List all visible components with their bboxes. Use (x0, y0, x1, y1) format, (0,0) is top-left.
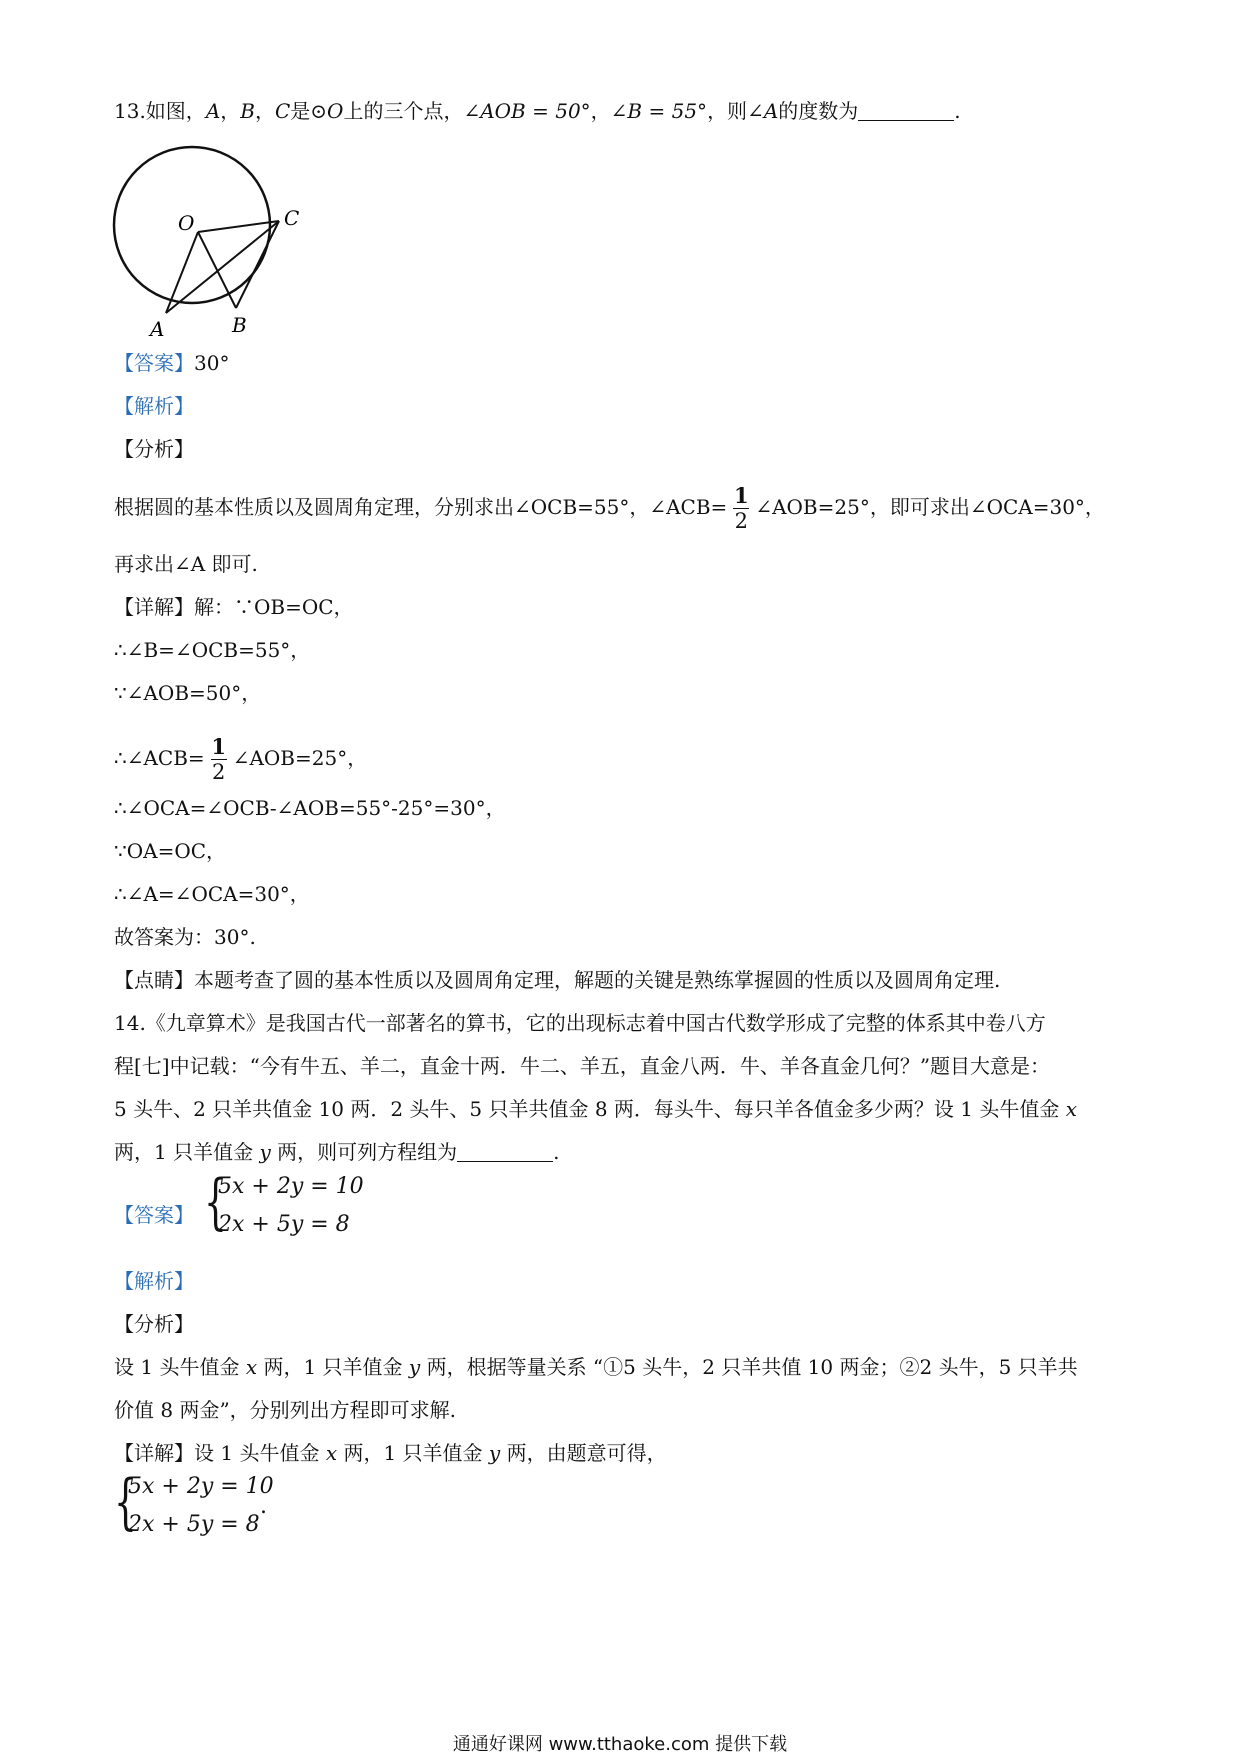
q13-detail-2: ∴∠B=∠OCB=55°， (114, 638, 311, 662)
q13-dianjing: 【点睛】本题考查了圆的基本性质以及圆周角定理，解题的关键是熟练掌握圆的性质以及圆周角定理. (114, 968, 1001, 992)
q13-fenxi-line1: 根据圆的基本性质以及圆周角定理，分别求出∠OCB=55°，∠ACB= $\frac{1}{2}$ ∠AOB=25°，即可求出∠OCA=30°， (114, 483, 1105, 533)
q13-fenxi-line2: 再求出∠A 即可. (114, 552, 258, 576)
equation-2b: 2x + 5y = 8 (128, 1512, 260, 1537)
q14-detail-1: 【详解】设 1 头牛值金 x 两，1 只羊值金 y 两，由题意可得， (114, 1441, 667, 1465)
q14-stem-1: 14.《九章算术》是我国古代一部著名的算书，它的出现标志着中国古代数学形成了完整的体系其中卷八方 (114, 1011, 1046, 1035)
label-a: A (150, 317, 165, 340)
q14-jiexi-label: 【解析】 (114, 1269, 194, 1293)
segment-bc (236, 221, 279, 308)
q14-answer-label: 【答案】 (114, 1203, 194, 1227)
system-period: . (260, 1494, 267, 1519)
q14-fenxi-label: 【分析】 (114, 1312, 194, 1336)
q14-fenxi-2: 价值 8 两金”，分别列出方程即可求解. (114, 1398, 457, 1422)
answer-blank-14 (457, 1141, 553, 1162)
q13-fenxi-label: 【分析】 (114, 437, 194, 461)
q13-detail-6: ∵OA=OC， (114, 839, 227, 863)
left-brace: { (204, 1167, 227, 1237)
q14-stem-2: 程[七]中记载：“今有牛五、羊二，直金十两．牛二、羊五，直金八两．牛、羊各直金几何？”题目大意是： (114, 1054, 1051, 1078)
segment-ob (198, 232, 236, 308)
page-footer: 通通好课网 www.tthaoke.com 提供下载 (452, 1734, 788, 1755)
q13-detail-3: ∵∠AOB=50°， (114, 681, 262, 705)
equation-1b: 5x + 2y = 10 (128, 1474, 274, 1499)
q13-detail-4: ∴∠ACB= $\frac{1}{2}$ ∠AOB=25°， (114, 734, 368, 784)
equation-1: 5x + 2y = 10 (218, 1174, 364, 1199)
q13-stem: 13.如图，A，B，C是⊙O上的三个点，∠AOB = 50°，∠B = 55°，则∠A的度数为 . (114, 99, 961, 123)
q13-detail-7: ∴∠A=∠OCA=30°， (114, 882, 310, 906)
fraction-half-2: $\frac{1}{2}$ (211, 734, 226, 784)
q14-answer-system (204, 1168, 404, 1248)
q14-stem-3: 5 头牛、2 只羊共值金 10 两．2 头牛、5 只羊共值金 8 两．每头牛、每只羊各值金多少两？设 1 头牛值金 x (114, 1097, 1078, 1121)
label-c: C (284, 206, 300, 230)
label-o: O (178, 211, 195, 235)
circle-figure (108, 140, 318, 340)
left-brace-2: { (114, 1467, 137, 1537)
q13-answer: 【答案】30° (114, 351, 230, 375)
q13-detail-8: 故答案为：30°. (114, 925, 256, 949)
q13-jiexi-label: 【解析】 (114, 394, 194, 418)
q13-detail-5: ∴∠OCA=∠OCB-∠AOB=55°-25°=30°， (114, 796, 506, 820)
q14-detail-system (114, 1468, 334, 1548)
label-b: B (232, 313, 247, 337)
answer-blank (858, 100, 954, 121)
q14-fenxi-1: 设 1 头牛值金 x 两，1 只羊值金 y 两，根据等量关系 “①5 头牛，2 只羊共值 10 两金；②2 头牛，5 只羊共 (114, 1355, 1078, 1379)
equation-2: 2x + 5y = 8 (218, 1212, 350, 1237)
fraction-half: $\frac{1}{2}$ (734, 483, 749, 533)
q13-detail-1: 【详解】解：∵OB=OC， (114, 595, 354, 619)
q14-stem-4: 两，1 只羊值金 y 两，则可列方程组为 . (114, 1140, 560, 1164)
